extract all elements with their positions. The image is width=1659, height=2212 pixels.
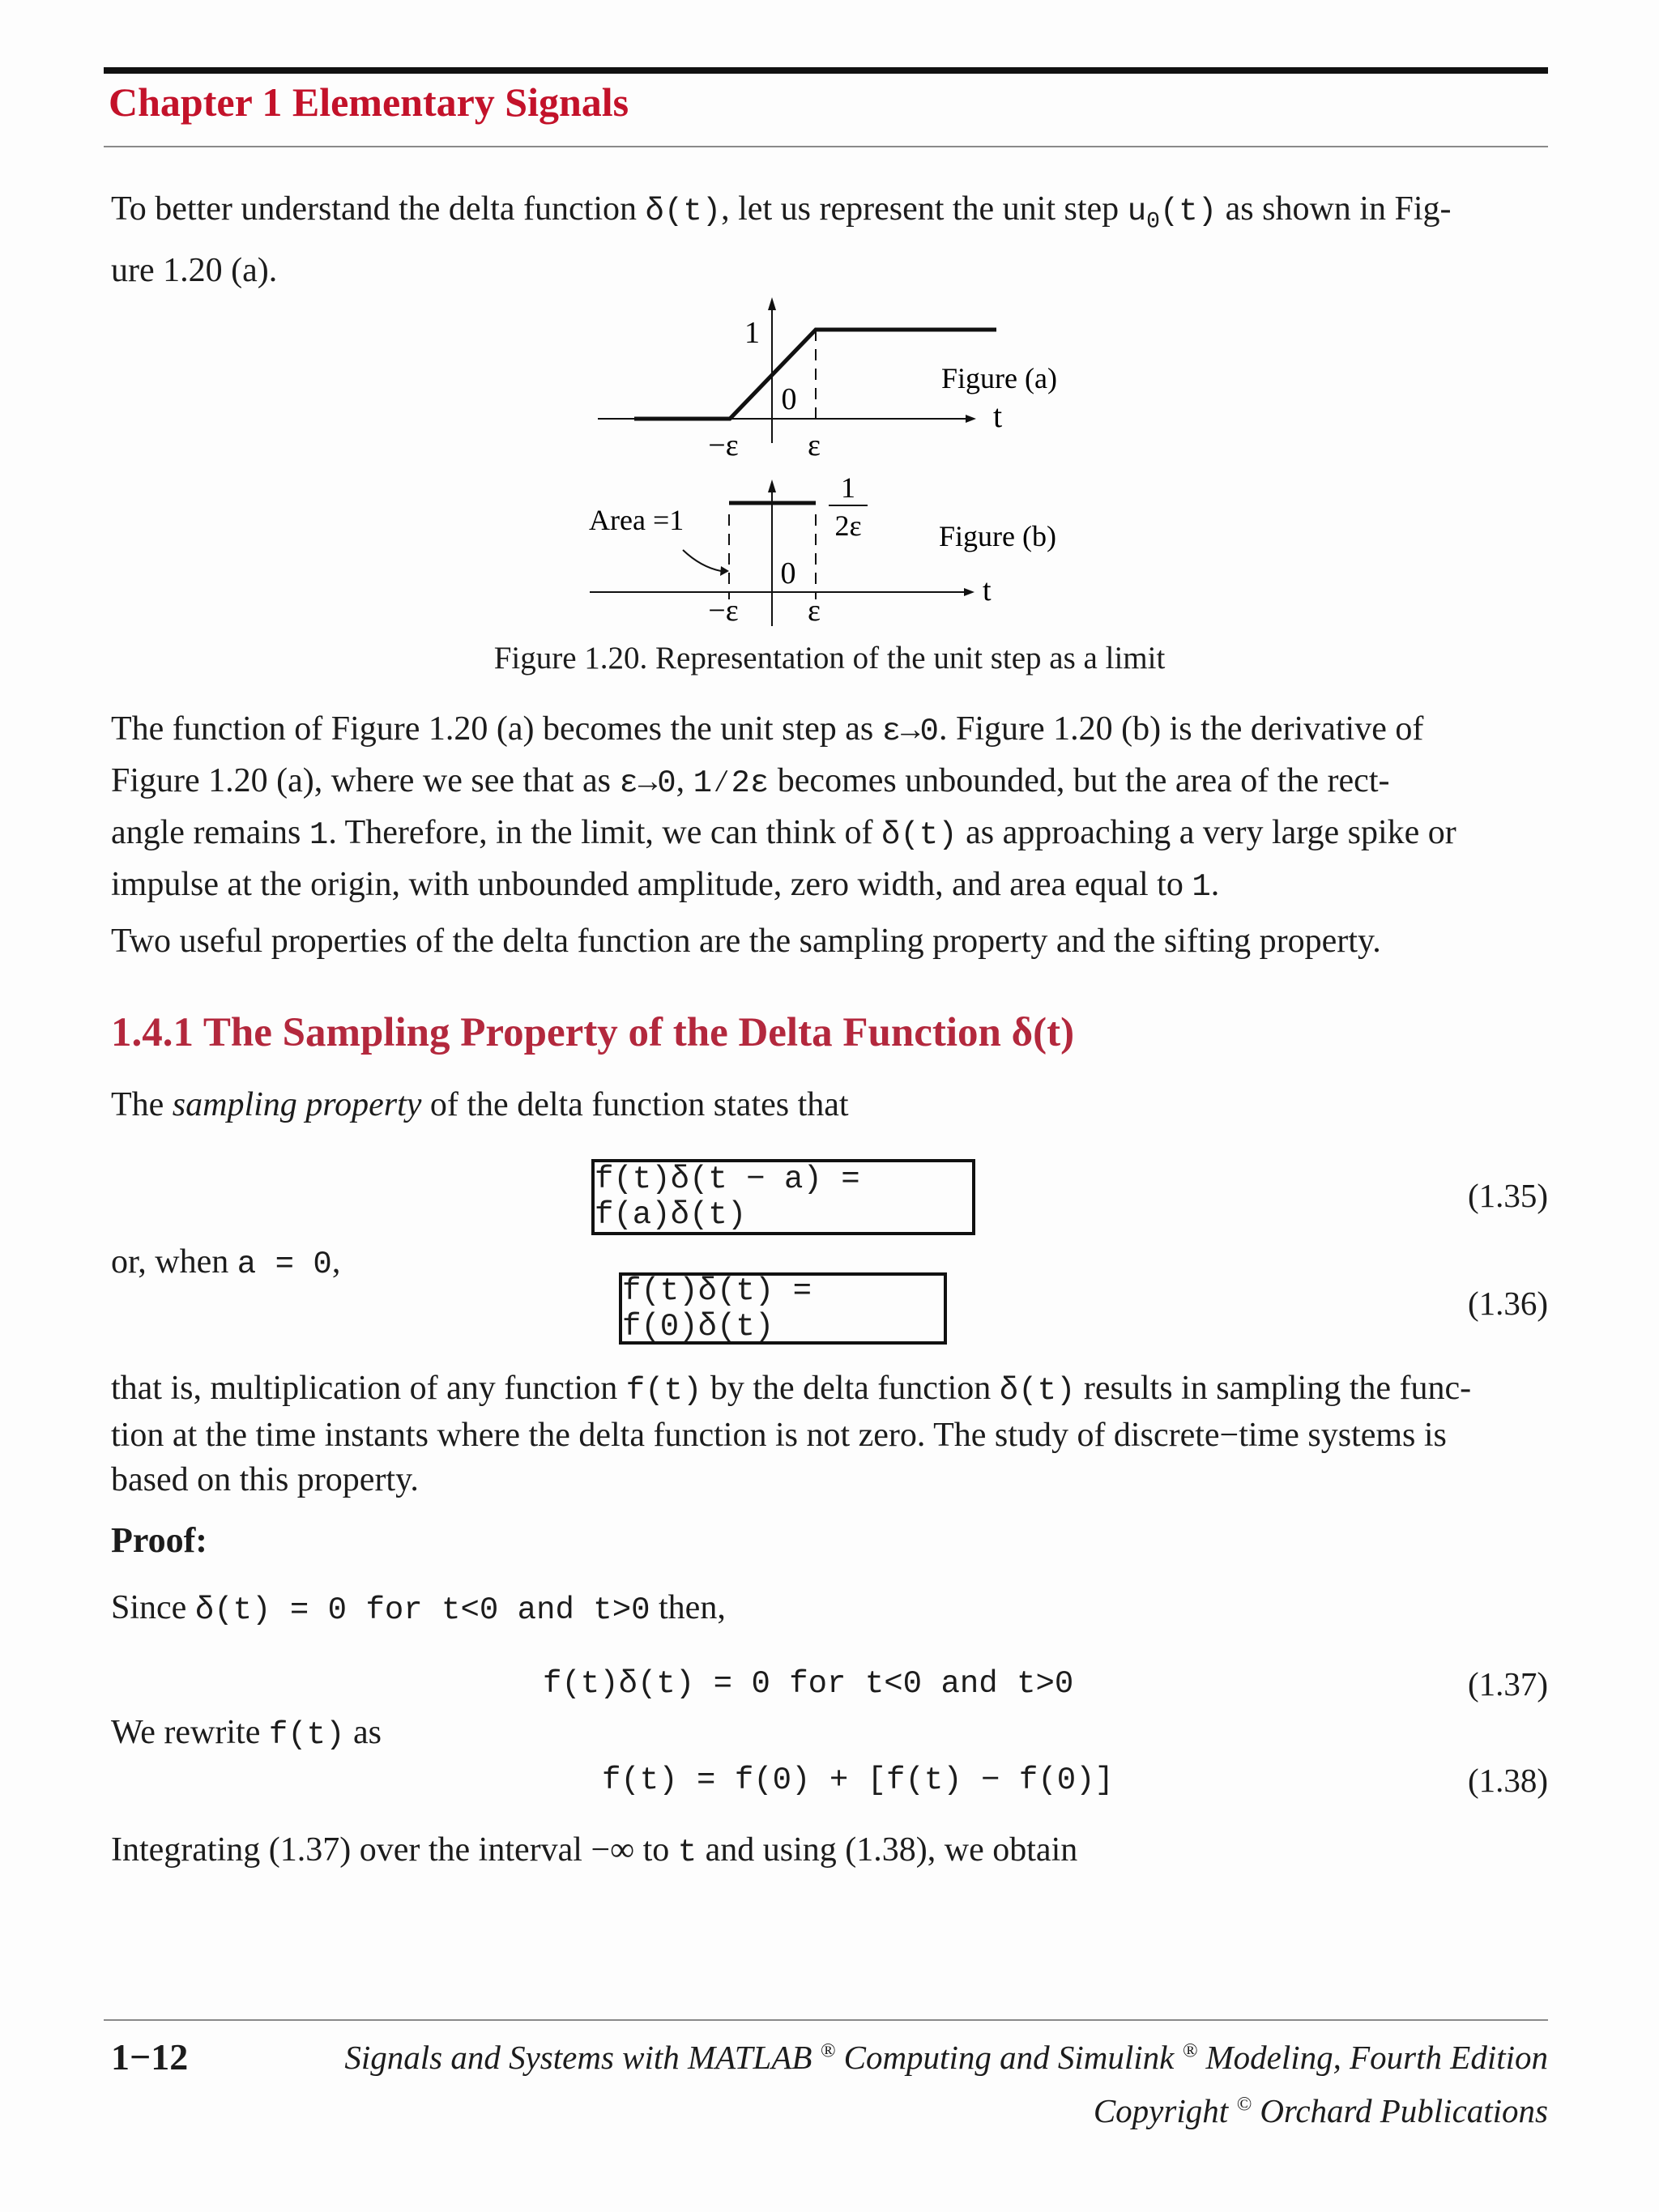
header-rule	[104, 67, 1548, 74]
para2-text: angle remains	[111, 814, 309, 851]
figure-a-neg-eps: −ε	[708, 428, 739, 462]
unit-step-subscript: 0	[1146, 209, 1160, 235]
integrating-math: t	[677, 1835, 697, 1870]
para2-text: Figure 1.20 (a), where we see that as	[111, 762, 620, 799]
since-math: δ(t) = 0 for t<0 and t>0	[194, 1592, 650, 1628]
figure-a	[598, 297, 1057, 462]
figure-b-area-arrowhead	[720, 566, 729, 576]
para2-text: ,	[676, 762, 693, 799]
para4-text: based on this property.	[111, 1461, 419, 1498]
para2-math: 1	[309, 817, 329, 853]
para4-math: δ(t)	[999, 1373, 1076, 1409]
equation-1-35-box: f(t)δ(t − a) = f(a)δ(t)	[591, 1159, 975, 1235]
para2-text: impulse at the origin, with unbounded amplitude, zero width, and area equal to	[111, 866, 1192, 903]
intro-paragraph	[111, 185, 1546, 296]
chapter-title: Chapter 1 Elementary Signals	[109, 79, 629, 125]
rewrite-text: as	[344, 1714, 382, 1751]
copyright-text: Orchard Publications	[1252, 2092, 1548, 2129]
book-title-part: Signals and Systems with MATLAB	[344, 2039, 821, 2076]
integrating-line	[111, 1826, 1546, 1877]
since-text: then,	[650, 1589, 726, 1626]
sampling-intro	[111, 1080, 1546, 1130]
delta-symbol: δ(t)	[645, 194, 722, 229]
para4-text: results in sampling the func-	[1075, 1370, 1472, 1407]
integrating-text: and using (1.38), we obtain	[697, 1831, 1078, 1869]
unit-step-arg: (t)	[1159, 194, 1218, 229]
figure-1-20	[567, 288, 1134, 644]
figure-a-up-arrow	[768, 297, 776, 310]
section-delta-symbol: δ(t)	[1011, 1010, 1075, 1055]
page-number: 1−12	[111, 2036, 189, 2078]
para2-text: The function of Figure 1.20 (a) becomes the unit step as	[111, 710, 882, 748]
figure-a-label: Figure (a)	[941, 362, 1057, 394]
para2-text: . Figure 1.20 (b) is the derivative of	[938, 710, 1424, 748]
figure-a-origin: 0	[781, 382, 797, 416]
para2-math: 1⁄2ε	[693, 765, 770, 801]
para4-math: f(t)	[625, 1373, 702, 1409]
registered-mark: ®	[1182, 2039, 1198, 2062]
book-title-part: Computing and Simulink	[835, 2039, 1183, 2076]
figure-b-t-arrow	[964, 588, 975, 596]
para2-text: . Therefore, in the limit, we can think of	[328, 814, 881, 851]
copyright-line	[1094, 2091, 1548, 2130]
sampling-emphasis: sampling property	[172, 1086, 422, 1123]
para2-text: becomes unbounded, but the area of the rect-	[769, 762, 1390, 799]
or-when-text: or, when	[111, 1243, 237, 1281]
since-text: Since	[111, 1589, 195, 1626]
para4-text: that is, multiplication of any function	[111, 1370, 626, 1407]
or-when-text: ,	[331, 1243, 341, 1281]
limit-paragraph	[111, 705, 1546, 912]
rewrite-line	[111, 1708, 1546, 1760]
intro-text-3: as shown in Fig-	[1217, 190, 1452, 228]
since-line	[111, 1583, 1546, 1635]
para4-text: tion at the time instants where the delta function is not zero. The study of discrete−time systems is	[111, 1417, 1447, 1454]
figure-b-pos-eps: ε	[808, 594, 821, 628]
figure-a-axis-t: t	[993, 398, 1003, 434]
book-title	[344, 2038, 1548, 2077]
integrating-text: Integrating (1.37) over the interval −∞ to	[111, 1831, 678, 1869]
figure-caption: Figure 1.20. Representation of the unit step as a limit	[493, 641, 1166, 676]
rewrite-text: We rewrite	[111, 1714, 269, 1751]
figure-a-pos-eps: ε	[808, 428, 821, 462]
figure-b-frac-num: 1	[841, 471, 855, 504]
copyright-text: Copyright	[1093, 2092, 1237, 2129]
figure-a-tick-1: 1	[744, 316, 760, 350]
registered-mark: ®	[820, 2039, 836, 2062]
book-title-part: Modeling, Fourth Edition	[1197, 2039, 1548, 2076]
intro-text-4: ure 1.20 (a).	[111, 252, 278, 290]
para2-math: ε→0	[619, 765, 676, 801]
intro-text-2: , let us represent the unit step	[721, 190, 1128, 228]
equation-1-35-number: (1.35)	[1467, 1177, 1548, 1214]
figure-b	[589, 471, 1056, 628]
para2-math: ε→0	[881, 714, 939, 749]
or-when-math: a = 0	[237, 1247, 332, 1282]
para2-text: as approaching a very large spike or	[957, 814, 1456, 851]
figure-b-up-arrow	[768, 479, 776, 492]
figure-a-t-arrow	[966, 415, 976, 423]
proof-heading: Proof:	[111, 1520, 207, 1560]
figure-b-area-label: Area =1	[589, 504, 684, 536]
equation-1-36-number: (1.36)	[1467, 1285, 1548, 1322]
para2-math: δ(t)	[881, 817, 957, 853]
intro-text-1: To better understand the delta function	[111, 190, 646, 228]
para4-text: by the delta function	[702, 1370, 1000, 1407]
footer-divider	[104, 2019, 1548, 2021]
equation-1-36-box: f(t)δ(t) = f(0)δ(t)	[619, 1272, 947, 1345]
rewrite-math: f(t)	[268, 1717, 345, 1753]
equation-1-38-number: (1.38)	[1467, 1762, 1548, 1799]
figure-b-axis-t: t	[983, 573, 992, 607]
figure-b-label: Figure (b)	[939, 520, 1056, 552]
equation-1-37: f(t)δ(t) = 0 for t<0 and t>0	[543, 1666, 1074, 1702]
properties-paragraph: Two useful properties of the delta function are the sampling property and the sifting property.	[111, 923, 1381, 960]
header-divider	[104, 146, 1548, 147]
sampling-text: of the delta function states that	[421, 1086, 849, 1123]
section-title: 1.4.1 The Sampling Property of the Delta Function	[111, 1010, 1012, 1055]
sampling-explanation	[111, 1366, 1546, 1502]
copyright-symbol: ©	[1236, 2093, 1252, 2116]
equation-1-38: f(t) = f(0) + [f(t) − f(0)]	[602, 1762, 1114, 1798]
unit-step-symbol: u	[1127, 194, 1147, 229]
figure-b-frac-den: 2ε	[834, 509, 862, 542]
figure-b-origin: 0	[780, 556, 796, 590]
equation-1-37-number: (1.37)	[1467, 1665, 1548, 1703]
para2-math: 1	[1192, 869, 1211, 905]
figure-b-area-arrow	[683, 550, 721, 571]
figure-b-neg-eps: −ε	[708, 594, 739, 628]
para2-text: .	[1210, 866, 1220, 903]
sampling-text: The	[111, 1086, 173, 1123]
section-heading	[111, 1009, 1074, 1056]
